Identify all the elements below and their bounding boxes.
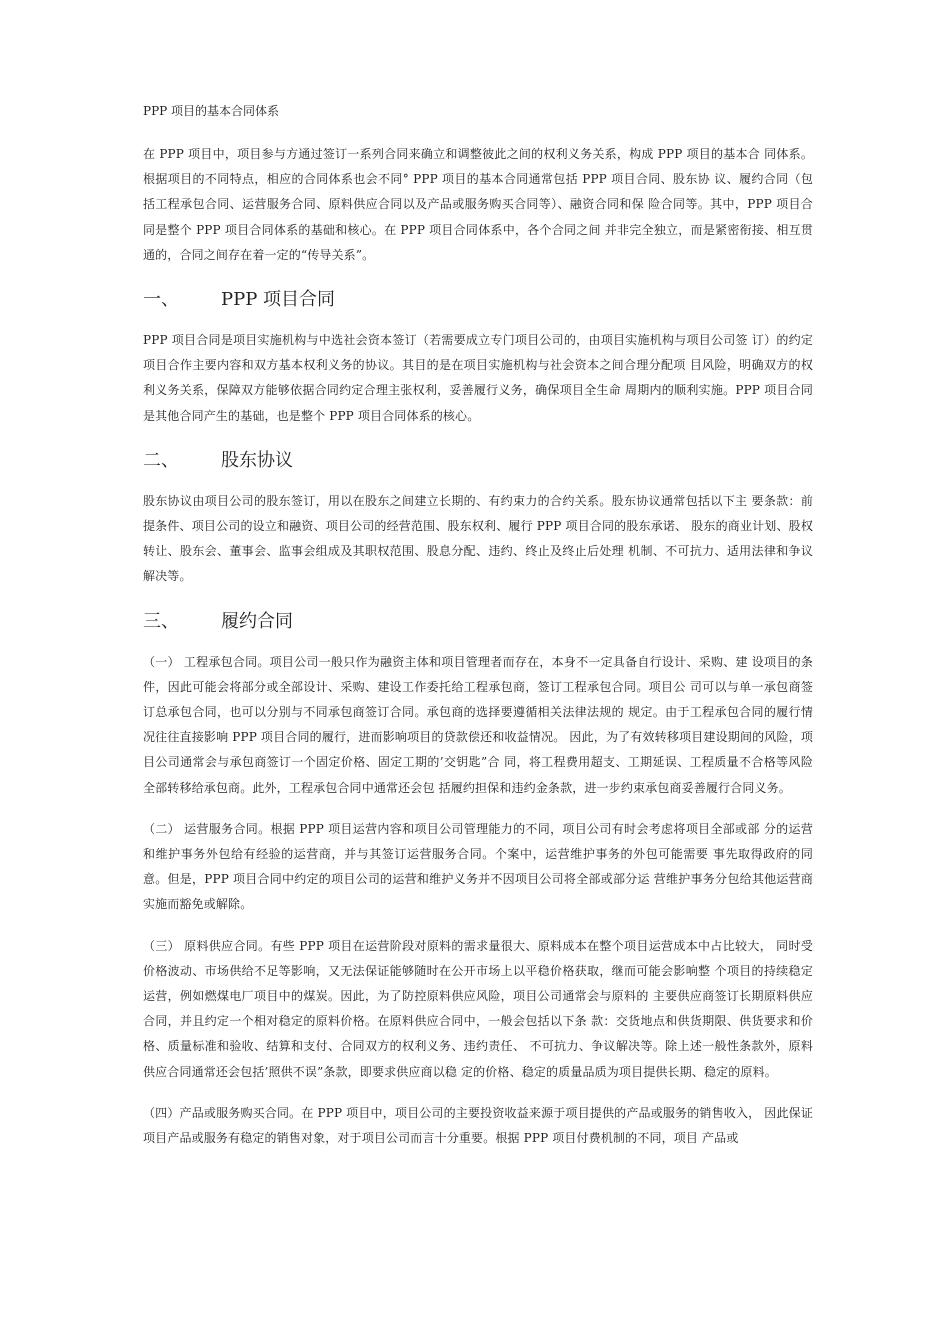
section-3-title: 履约合同 (221, 610, 293, 632)
section-2-title: 股东协议 (221, 449, 293, 471)
section-3-number: 三、 (143, 610, 179, 632)
document-page (143, 98, 813, 1151)
section-3-paragraph-supply: （三） 原料供应合同。有些 PPP 项目在运营阶段对原料的需求量很大、原料成本在整个项目运营成本中占比较大， 同时受价格波动、市场供给不足等影响，又无法保证能够随时在公开市场上以平稳价格获取，继而可能会影响整 个项目的持续稳定运营，例如燃煤电厂项目中的煤炭。因此，为了防控原料供应风险，项目公司通常会与原料的 主要供应商签订长期原料供应合同，并且约定一个相对稳定的原料价格。在原料供应合同中，一般会包括以下条 款：交货地点和供货期限、供货要求和价格、质量标准和验收、结算和支付、合同双方的权利义务、违约责任、 不可抗力、争议解决等。除上述一般性条款外，原料供应合同通常还会包括’照供不误”条款，即要求供应商以稳 定的价格、稳定的质量品质为项目提供长期、稳定的原料。 (143, 938, 813, 1079)
section-2 (143, 447, 813, 590)
section-3 (143, 608, 813, 1152)
section-2-heading (143, 447, 813, 475)
section-2-number: 二、 (143, 449, 179, 471)
section-1-paragraph: PPP 项目合同是项目实施机构与中选社会资本签订（若需要成立专门项目公司的，由项目实施机构与项目公司签 订）的约定项目合作主要内容和双方基本权利义务的协议。其目的是在项目实施机构与社会资本之间合理分配项 目风险，明确双方的权利义务关系，保障双方能够依据合同约定合理主张权利，妥善履行义务，确保项目全生命 周期内的顺利实施。PPP 项目合同是其他合同产生的基础，也是整个 PPP 项目合同体系的核心。 (143, 333, 813, 423)
section-2-paragraph: 股东协议由项目公司的股东签订，用以在股东之间建立长期的、有约束力的合约关系。股东协议通常包括以下主 要条款：前提条件、项目公司的设立和融资、项目公司的经营范围、股东权利、履行 PPP 项目合同的股东承诺、 股东的商业计划、股权转让、股东会、董事会、监事会组成及其职权范围、股息分配、违约、终止及终止后处理 机制、不可抗力、适用法律和争议解决等。 (143, 493, 813, 584)
section-3-paragraph-operation: （二） 运营服务合同。根据 PPP 项目运营内容和项目公司管理能力的不同，项目公司有时会考虑将项目全部或部 分的运营和维护事务外包给有经验的运营商，并与其签订运营服务合同。个案中，运营维护事务的外包可能需要 事先取得政府的同意。但是，PPP 项目合同中约定的项目公司的运营和维护义务并不因项目公司将全部或部分运 营维护事务分包给其他运营商实施而豁免或解除。 (143, 821, 813, 912)
section-1-number: 一、 (143, 289, 179, 311)
section-3-heading (143, 608, 813, 636)
intro-paragraph: 在 PPP 项目中，项目参与方通过签订一系列合同来确立和调整彼此之间的权利义务关系，构成 PPP 项目的基本合 同体系。根据项目的不同特点，相应的合同体系也会不同° PPP 项目的基本合同通常包括 PPP 项目合同、股东协 议、履约合同（包括工程承包合同、运营服务合同、原料供应合同以及产品或服务购买合同等）、融资合同和保 险合同等。其中，PPP 项目合同是整个 PPP 项目合同体系的基础和核心。在 PPP 项目合同体系中，各个合同之间 并非完全独立，而是紧密衔接、相互贯通的，合同之间存在着一定的“传导关系”。 (143, 147, 813, 262)
section-1-title: PPP 项目合同 (221, 289, 336, 311)
section-3-paragraph-purchase: （四）产品或服务购买合同。在 PPP 项目中，项目公司的主要投资收益来源于项目提供的产品或服务的销售收入， 因此保证项目产品或服务有稳定的销售对象，对于项目公司而言十分重要。根据 PPP 项目付费机制的不同，项目 产品或 (143, 1105, 813, 1146)
document-title: PPP 项目的基本合同体系 (143, 104, 280, 118)
section-1-heading (143, 286, 813, 314)
section-3-paragraph-engineering: （一） 工程承包合同。项目公司一般只作为融资主体和项目管理者而存在，本身不一定具备自行设计、采购、建 设项目的条件，因此可能会将部分或全部设计、采购、建设工作委托给工程承包商，签订工程承包合同。项目公 司可以与单一承包商签订总承包合同，也可以分别与不同承包商签订合同。承包商的选择要遵循相关法律法规的 规定。由于工程承包合同的履行情况往往直接影响 PPP 项目合同的履行，进而影响项目的贷款偿还和收益情况。 因此，为了有效转移项目建设期间的风险，项目公司通常会与承包商签订一个固定价格、固定工期的’交钥匙”合 同，将工程费用超支、工期延误、工程质量不合格等风险全部转移给承包商。此外，工程承包合同中通常还会包 括履约担保和违约金条款，进一步约束承包商妥善履行合同义务。 (143, 654, 813, 795)
section-1 (143, 286, 813, 429)
